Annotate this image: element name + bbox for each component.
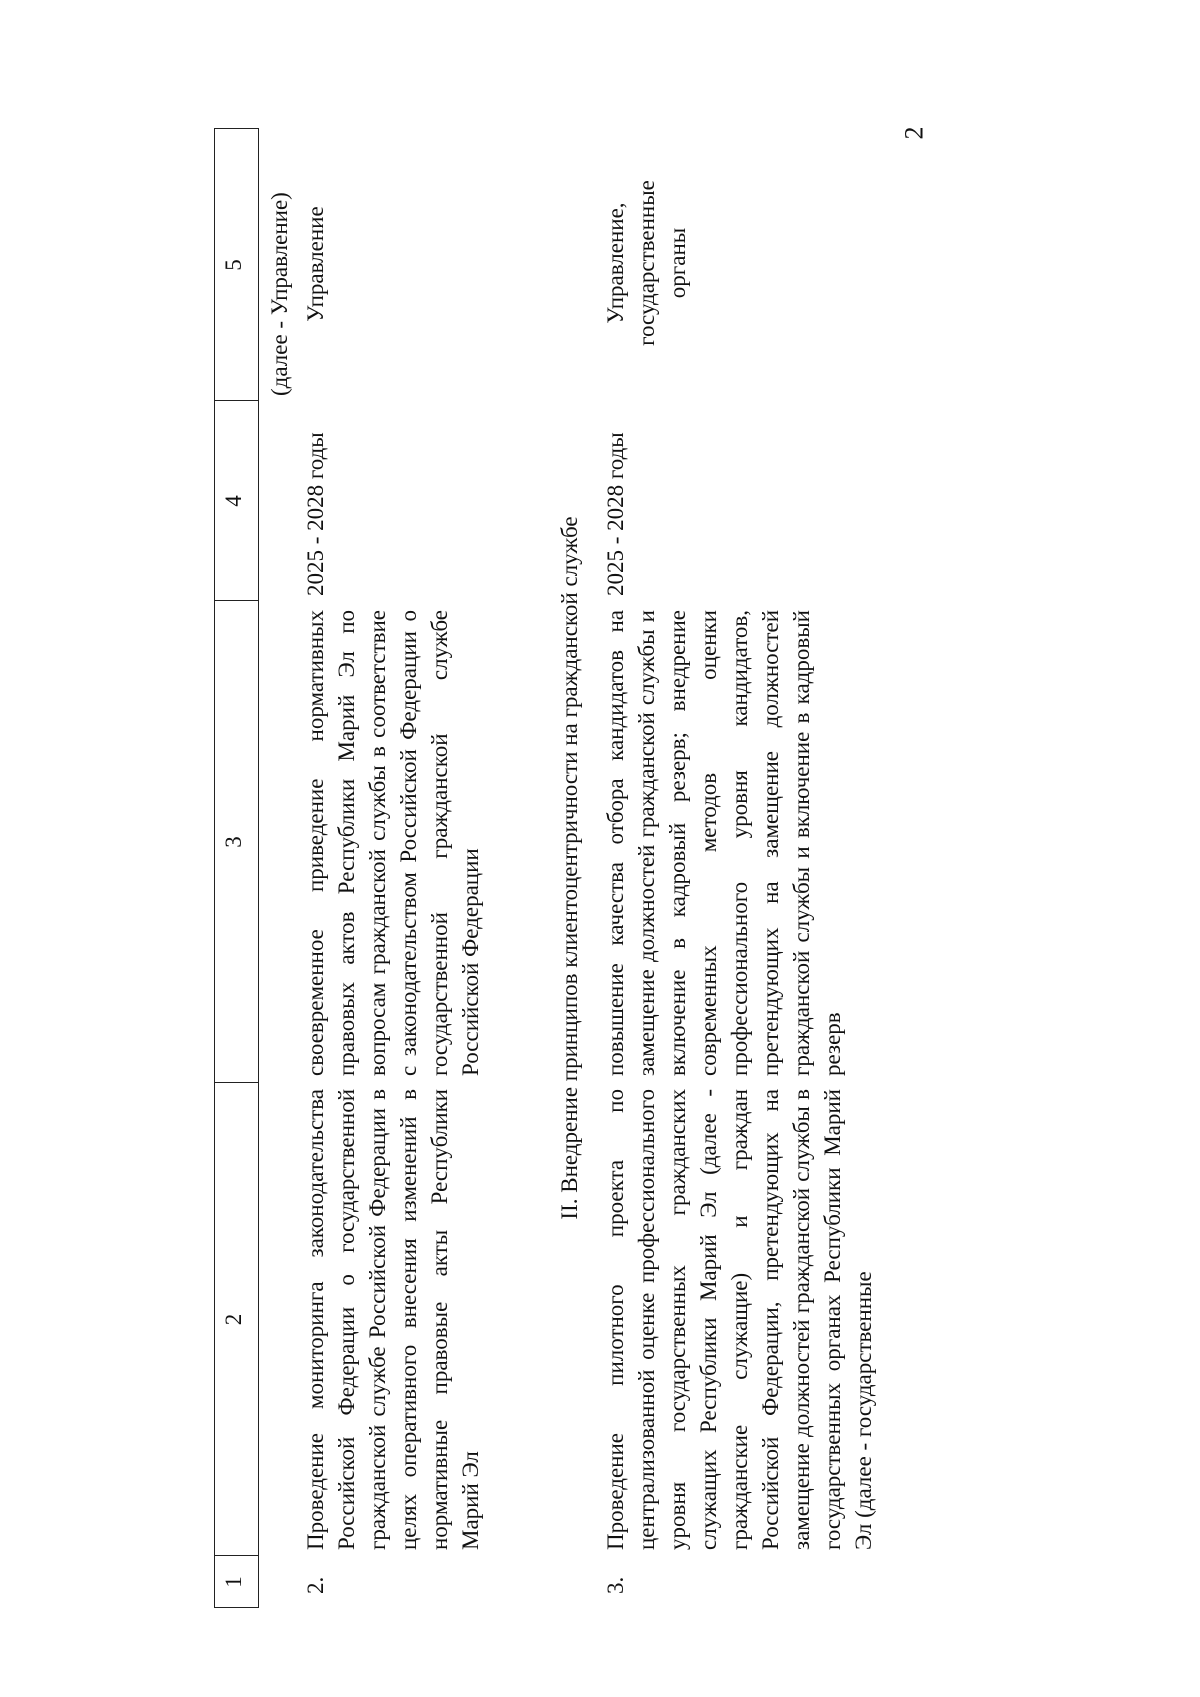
row-period: 2025 - 2028 годы (603, 432, 628, 596)
row-number: 3. (603, 1576, 628, 1594)
row-measure: Проведение пилотного проекта по централизованной оценке профессионального уровня государственных гражданских служащих Республики Марий Эл (далее - гражданские служащие) и граждан Российской Федерации, претендующих на замещение должностей гражданской службы в государственных органах Республики Марий Эл (далее - государственные (603, 1089, 876, 1550)
rotated-table-page (200, 128, 940, 1608)
page-number: 2 (899, 126, 929, 140)
section-title: II. Внедрение принципов клиентоцентричности на гражданской службе (557, 516, 582, 1220)
header-top-rule (214, 128, 215, 1608)
row-measure: Проведение мониторинга законодательства Российской Федерации о государственной гражданской службе Российской Федерации в целях оперативного внесения изменений в нормативные правовые акты Республики Марий Эл (303, 1089, 483, 1550)
row-result: своевременное приведение нормативных правовых актов Республики Марий Эл по вопросам гражданской службы в соответствие с законодательством Российской Федерации о государственной гражданской службе Российской Федерации (303, 610, 483, 1076)
header-col-3: 3 (221, 836, 246, 848)
row-result: повышение качества отбора кандидатов на замещение должностей гражданской службы и включение в кадровый резерв; внедрение современных методов оценки профессионального уровня кандидатов, претендующих на замещение должностей гражданской службы и включение в кадровый резерв (603, 610, 845, 1076)
header-col-5: 5 (221, 259, 246, 271)
header-col-4: 4 (221, 495, 246, 507)
header-col-2: 2 (221, 1313, 246, 1326)
header-col-1: 1 (221, 1576, 246, 1588)
row-responsible: Управление, государственные органы (603, 180, 690, 346)
row-period: 2025 - 2028 годы (303, 432, 328, 596)
row-responsible: Управление (303, 206, 328, 322)
continuation-text: (далее - Управление) (267, 192, 292, 396)
row-number: 2. (303, 1576, 328, 1594)
header-bottom-rule (258, 128, 259, 1608)
